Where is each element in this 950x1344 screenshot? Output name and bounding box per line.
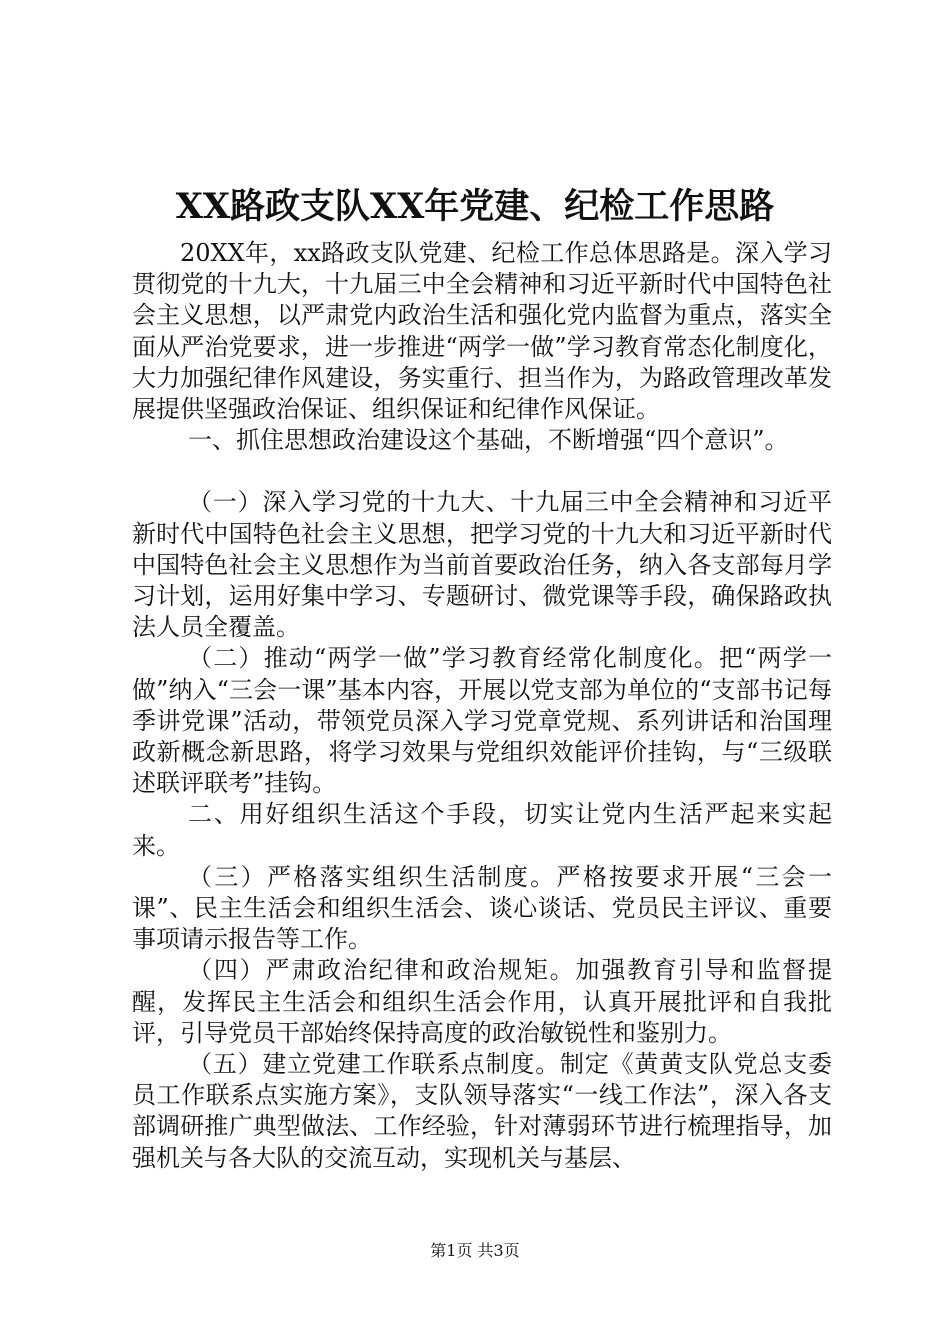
item-paragraph-2: （二）推动“两学一做”学习教育经常化制度化。把“两学一做”纳入“三会一课”基本内容，开展以党支部为单位的“支部书记每季讲党课”活动，带领党员深入学习党章党规、系列讲话和治国理政新概念新思路，将学习效果与党组织效能评价挂钩，与“三级联述联评联考”挂钩。 — [132, 644, 832, 798]
document-title: XX路政支队XX年党建、纪检工作思路 — [175, 186, 775, 227]
section-heading-1: 一、抓住思想政治建设这个基础，不断增强“四个意识”。 — [188, 426, 789, 455]
document-body — [132, 238, 832, 1174]
intro-paragraph: 20XX年，xx路政支队党建、纪检工作总体思路是。深入学习贯彻党的十九大，十九届三中全会精神和习近平新时代中国特色社会主义思想，以严肃党内政治生活和强化党内监督为重点，落实全面从严治党要求，进一步推进“两学一做”学习教育常态化制度化，大力加强纪律作风建设，务实重行、担当作为，为路政管理改革发展提供坚强政治保证、组织保证和纪律作风保证。 — [132, 239, 832, 424]
item-paragraph-3: （三）严格落实组织生活制度。严格按要求开展“三会一课”、民主生活会和组织生活会、谈心谈话、党员民主评议、重要事项请示报告等工作。 — [132, 862, 832, 954]
page-number-footer: 第1页 共3页 — [430, 1241, 520, 1260]
item-paragraph-5: （五）建立党建工作联系点制度。制定《黄黄支队党总支委员工作联系点实施方案》，支队领导落实“一线工作法”，深入各支部调研推广典型做法、工作经验，针对薄弱环节进行梳理指导，加强机关与各大队的交流互动，实现机关与基层、 — [132, 1050, 832, 1172]
section-heading-2: 二、用好组织生活这个手段，切实让党内生活严起来实起来。 — [132, 800, 832, 860]
item-paragraph-4: （四）严肃政治纪律和政治规矩。加强教育引导和监督提醒，发挥民主生活会和组织生活会作用，认真开展批评和自我批评，引导党员干部始终保持高度的政治敏锐性和鉴别力。 — [132, 956, 832, 1047]
item-paragraph-1: （一）深入学习党的十九大、十九届三中全会精神和习近平新时代中国特色社会主义思想，把学习党的十九大和习近平新时代中国特色社会主义思想作为当前首要政治任务，纳入各支部每月学习计划，运用好集中学习、专题研讨、微党课等手段，确保路政执法人员全覆盖。 — [132, 488, 832, 642]
